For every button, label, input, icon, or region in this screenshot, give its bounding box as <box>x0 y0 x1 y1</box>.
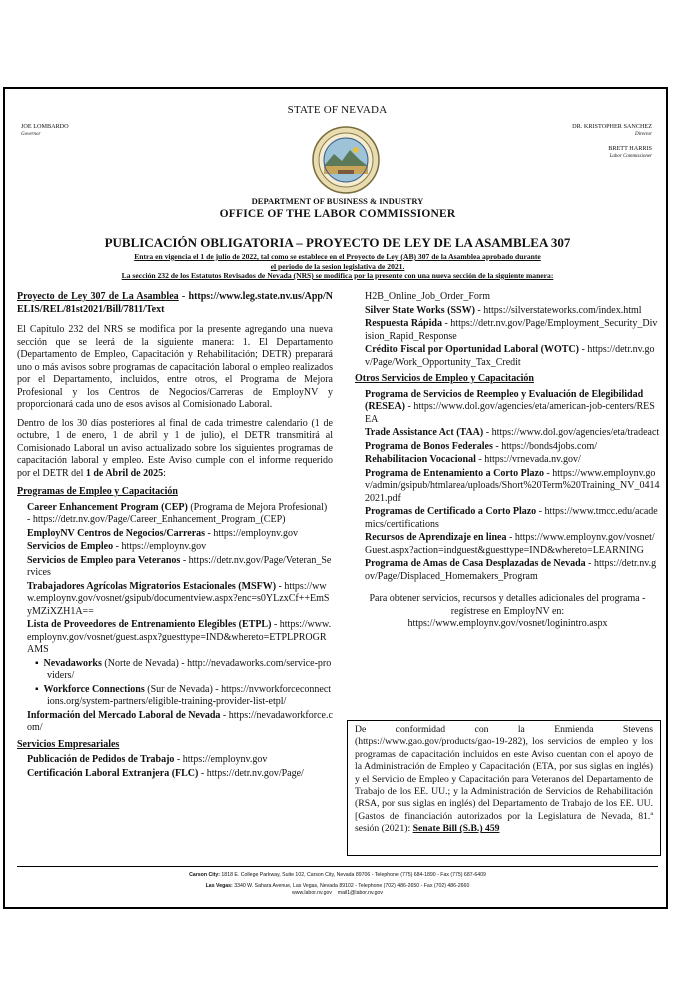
title-subtext <box>60 252 615 281</box>
director-title: Director <box>634 132 652 137</box>
item-link[interactable]: - https://www.employnv.gov/vosnet/Guest.aspx?action=indguest&guesttype=IND&whereto=LEARNING <box>365 532 655 556</box>
list-item[interactable] <box>355 427 660 440</box>
left-column <box>17 291 333 781</box>
item-link[interactable]: - https://vrnevada.nv.gov/ <box>475 454 581 465</box>
subtext-line-1: Entra en vigencia el 1 de julio de 2022, tal como se establece en el Proyecto de Ley (AB) 307 de la Asamblea aprobado durante <box>134 252 541 261</box>
stevens-text: De conformidad con la Enmienda Stevens (https://www.gao.gov/products/gao-19-282), los servicios de empleo y los programas de capacitación incluidos en este Aviso cuentan con el apoyo de la Administración de Empleo y Capacitación (ETA, por sus siglas en inglés) y el Servicio de Empleo y Capacitación para Veteranos del Departamento de Trabajo de los EE. UU.; y la Administración de Servicios de Rehabilitación (RSA, por sus siglas en inglés) del Departamento de Trabajo de los EE. UU. [Gastos de financiación autorizados por la Legislatura de Nevada, 81.ª sesión (2021): <box>355 724 653 835</box>
commissioner-title: Labor Commissioner <box>609 154 652 159</box>
list-item[interactable] <box>17 768 333 781</box>
section-other-services: Otros Servicios de Empleo y Capacitación <box>355 373 534 384</box>
list-item[interactable] <box>355 558 660 583</box>
item-name: Career Enhancement Program (CEP) <box>27 501 188 513</box>
right-column <box>355 291 660 631</box>
stevens-amendment-box <box>347 720 661 856</box>
item-name: EmployNV Centros de Negocios/Carreras <box>27 527 206 539</box>
item-name: Programa de Bonos Federales <box>365 440 493 452</box>
bullet-icon: ▪ <box>35 683 44 695</box>
item-name: Recursos de Aprendizaje en linea <box>365 532 507 543</box>
list-item[interactable] <box>355 318 660 343</box>
list-item[interactable] <box>17 528 333 541</box>
item-link[interactable]: - https://detr.nv.gov/Page/Work_Opportunity_Tax_Credit <box>365 344 655 368</box>
item-name: Silver State Works (SSW) <box>365 304 475 316</box>
item-link[interactable]: - https://silverstateworks.com/index.html <box>474 304 642 316</box>
paragraph-2: Dentro de los 30 días posteriores al final de cada trimestre calendario (1 de octubre, 1 de enero, 1 de abril y 1 de julio), el DETR transmitirá al Comisionado Laboral un aviso actualizado sobre los siguientes programas de capacitación laboral y empleo. Este Aviso cumple con el informe requerido por el DETR del 1 de Abril de 2025: <box>17 417 333 479</box>
list-item[interactable] <box>17 541 333 554</box>
section-business-services: Servicios Empresariales <box>17 738 120 750</box>
item-link[interactable]: (Norte de Nevada) - http://nevadaworks.com/service-providers/ <box>47 657 332 681</box>
department-name: DEPARTMENT OF BUSINESS & INDUSTRY <box>251 196 424 206</box>
director-name: DR. KRISTOPHER SANCHEZ <box>572 123 652 130</box>
state-heading: STATE OF NEVADA <box>287 104 388 116</box>
item-link[interactable]: (Programa de Mejora Profesional) - https://detr.nv.gov/Page/Career_Enhancement_Program_(CEP) <box>27 501 328 525</box>
footer-carson: Carson City: 1818 E. College Parkway, Suite 102, Carson City, Nevada 89706 - Telephone (775) 684-1890 - Fax (775) 687-6409 <box>189 872 486 878</box>
subtext-line-3: La sección 232 de los Estatutos Revisados de Nevada (NRS) se modifica por la presente con una nueva sección de la siguiente manera: <box>121 271 554 280</box>
item-link[interactable]: - https://www.tmcc.edu/academics/certifications <box>365 506 658 530</box>
list-item[interactable] <box>355 344 660 369</box>
list-item[interactable] <box>17 502 333 527</box>
list-item[interactable] <box>17 619 333 657</box>
list-item[interactable] <box>355 454 660 467</box>
paragraph-1: El Capítulo 232 del NRS se modifica por la presente agregando una nueva sección que se leerá de la siguiente manera: 1. El Departamento (Departamento de Empleo, Capacitación y Rehabilitación; DETR) preparará uno o más avisos sobre programas de capacitación laboral o empleo realizados por el Departamento, incluidos, entre otros, el Programa de Mejora Profesional y los Centros de Negocios/Carreras de EmployNV y proporcionará cada uno de esos avisos al Comisionado Laboral. <box>17 324 333 410</box>
item-name: Publicación de Pedidos de Trabajo <box>27 754 175 765</box>
item-link[interactable]: - https://detr.nv.gov/Page/Employment_Security_Division_Rapid_Response <box>365 318 658 342</box>
item-name: Trade Assistance Act (TAA) <box>365 427 484 438</box>
list-item[interactable] <box>355 389 660 427</box>
item-link[interactable]: - https://employnv.gov <box>113 541 207 552</box>
item-name: Trabajadores Agrícolas Migratorios Estacionales (MSFW) <box>27 580 277 592</box>
item-name: Lista de Proveedores de Entrenamiento Elegibles (ETPL) <box>27 619 272 630</box>
item-name: Programa de Amas de Casa Desplazadas de Nevada <box>365 558 586 569</box>
list-item[interactable] <box>355 291 660 304</box>
footer-email[interactable]: mail1@labor.nv.gov <box>337 890 383 896</box>
office-name: OFFICE OF THE LABOR COMMISSIONER <box>219 208 456 220</box>
item-link[interactable]: (Sur de Nevada) - https://nvworkforceconnections.org/system-partners/eligible-training-provider-list-etpl/ <box>47 683 332 707</box>
list-item[interactable] <box>17 581 333 619</box>
item-link[interactable]: - https://employnv.gov <box>174 754 268 765</box>
item-name: Rehabilitacion Vocacional <box>365 454 476 465</box>
item-name: Respuesta Rápida <box>365 318 442 329</box>
list-item[interactable] <box>17 555 333 580</box>
item-name: Workforce Connections <box>43 683 145 695</box>
page-title: PUBLICACIÓN OBLIGATORIA – PROYECTO DE LEY DE LA ASAMBLEA 307 <box>104 235 571 250</box>
item-name: Servicios de Empleo para Veteranos <box>27 554 181 566</box>
list-item[interactable] <box>355 506 660 531</box>
footer-las-vegas: Las Vegas: 3340 W. Sahara Avenue, Las Vegas, Nevada 89102 - Telephone (702) 486-2650 - Fax (702) 486-2660 <box>205 883 470 889</box>
item-link[interactable]: - https://www.dol.gov/agencies/eta/tradeact <box>483 427 660 438</box>
bullet-icon: ▪ <box>35 657 44 669</box>
list-item[interactable] <box>355 468 660 506</box>
subtext-line-2: el periodo de la sesion legislativa de 2021. <box>270 261 405 271</box>
item-link[interactable]: - https://bonds4jobs.com/ <box>492 440 598 452</box>
item-link[interactable]: - https://www.employnv.gov/vosnet/gsipub/documentview.aspx?enc=s0YLzxCf++EmSyMZiXZH1A== <box>27 580 330 617</box>
item-link[interactable]: H2B_Online_Job_Order_Form <box>365 291 490 302</box>
footer-web <box>0 890 675 897</box>
list-item[interactable]: Información del Mercado Laboral de Nevada - https://nevadaworkforce.com/ <box>27 709 333 733</box>
list-item[interactable] <box>17 684 333 709</box>
item-name: Servicios de Empleo <box>27 541 114 552</box>
law-link-url[interactable]: - https://www.leg.state.nv.us/App/NELIS/REL/81st2021/Bill/7811/Text <box>17 291 333 315</box>
senate-bill-link[interactable]: Senate Bill (S.B.) 459 <box>412 823 500 835</box>
item-name: Crédito Fiscal por Oportunidad Laboral (WOTC) <box>365 344 579 355</box>
law-link-label[interactable]: Proyecto de Ley 307 de La Asamblea <box>17 291 179 302</box>
section-employment-training: Programas de Empleo y Capacitación <box>17 486 178 497</box>
list-item[interactable] <box>355 441 660 454</box>
governor-name: JOE LOMBARDO <box>21 123 69 130</box>
footer-divider <box>17 866 658 867</box>
item-name: Nevadaworks <box>43 657 102 669</box>
item-link[interactable]: - https://detr.nv.gov/Page/ <box>198 767 304 779</box>
registration-note: Para obtener servicios, recursos y detalles adicionales del programa - regístrese en EmployNV en: https://www.employnv.gov/vosnet/loginintro.aspx <box>369 593 646 629</box>
list-item[interactable] <box>355 305 660 318</box>
nevada-seal-icon <box>312 126 380 194</box>
commissioner-name: BRETT HARRIS <box>608 145 652 152</box>
footer-website[interactable]: www.labor.nv.gov <box>292 890 332 896</box>
item-name: Certificación Laboral Extranjera (FLC) <box>27 767 199 779</box>
item-link[interactable]: - https://www.employnv.gov/vosnet/guest.aspx?guesttype=IND&whereto=ETPLPROGRAMS <box>27 619 332 655</box>
item-name: Programas de Certificado a Corto Plazo <box>365 506 537 517</box>
list-item[interactable] <box>355 532 660 557</box>
list-item[interactable] <box>17 754 333 767</box>
item-link[interactable]: - https://employnv.gov <box>205 527 299 539</box>
item-name: Programa de Entenamiento a Corto Plazo <box>365 467 544 479</box>
item-link[interactable]: - https://detr.nv.gov/Page/Displaced_Homemakers_Program <box>365 558 657 582</box>
governor-title: Governor <box>21 132 41 137</box>
governor-block <box>21 123 69 139</box>
item-link[interactable]: - https://www.employnv.gov/admin/gsipub/htmlarea/uploads/Short%20Term%20Training_NV_04142021.pdf <box>365 467 660 504</box>
director-block <box>572 123 652 167</box>
list-item[interactable] <box>17 658 333 683</box>
item-link[interactable]: - https://www.dol.gov/agencies/eta/american-job-centers/RESEA <box>365 401 655 425</box>
item-link[interactable]: - https://detr.nv.gov/Page/Veteran_Services <box>27 554 332 578</box>
item-name: Programa de Servicios de Reempleo y Evaluación de Elegibilidad (RESEA) <box>365 388 644 412</box>
